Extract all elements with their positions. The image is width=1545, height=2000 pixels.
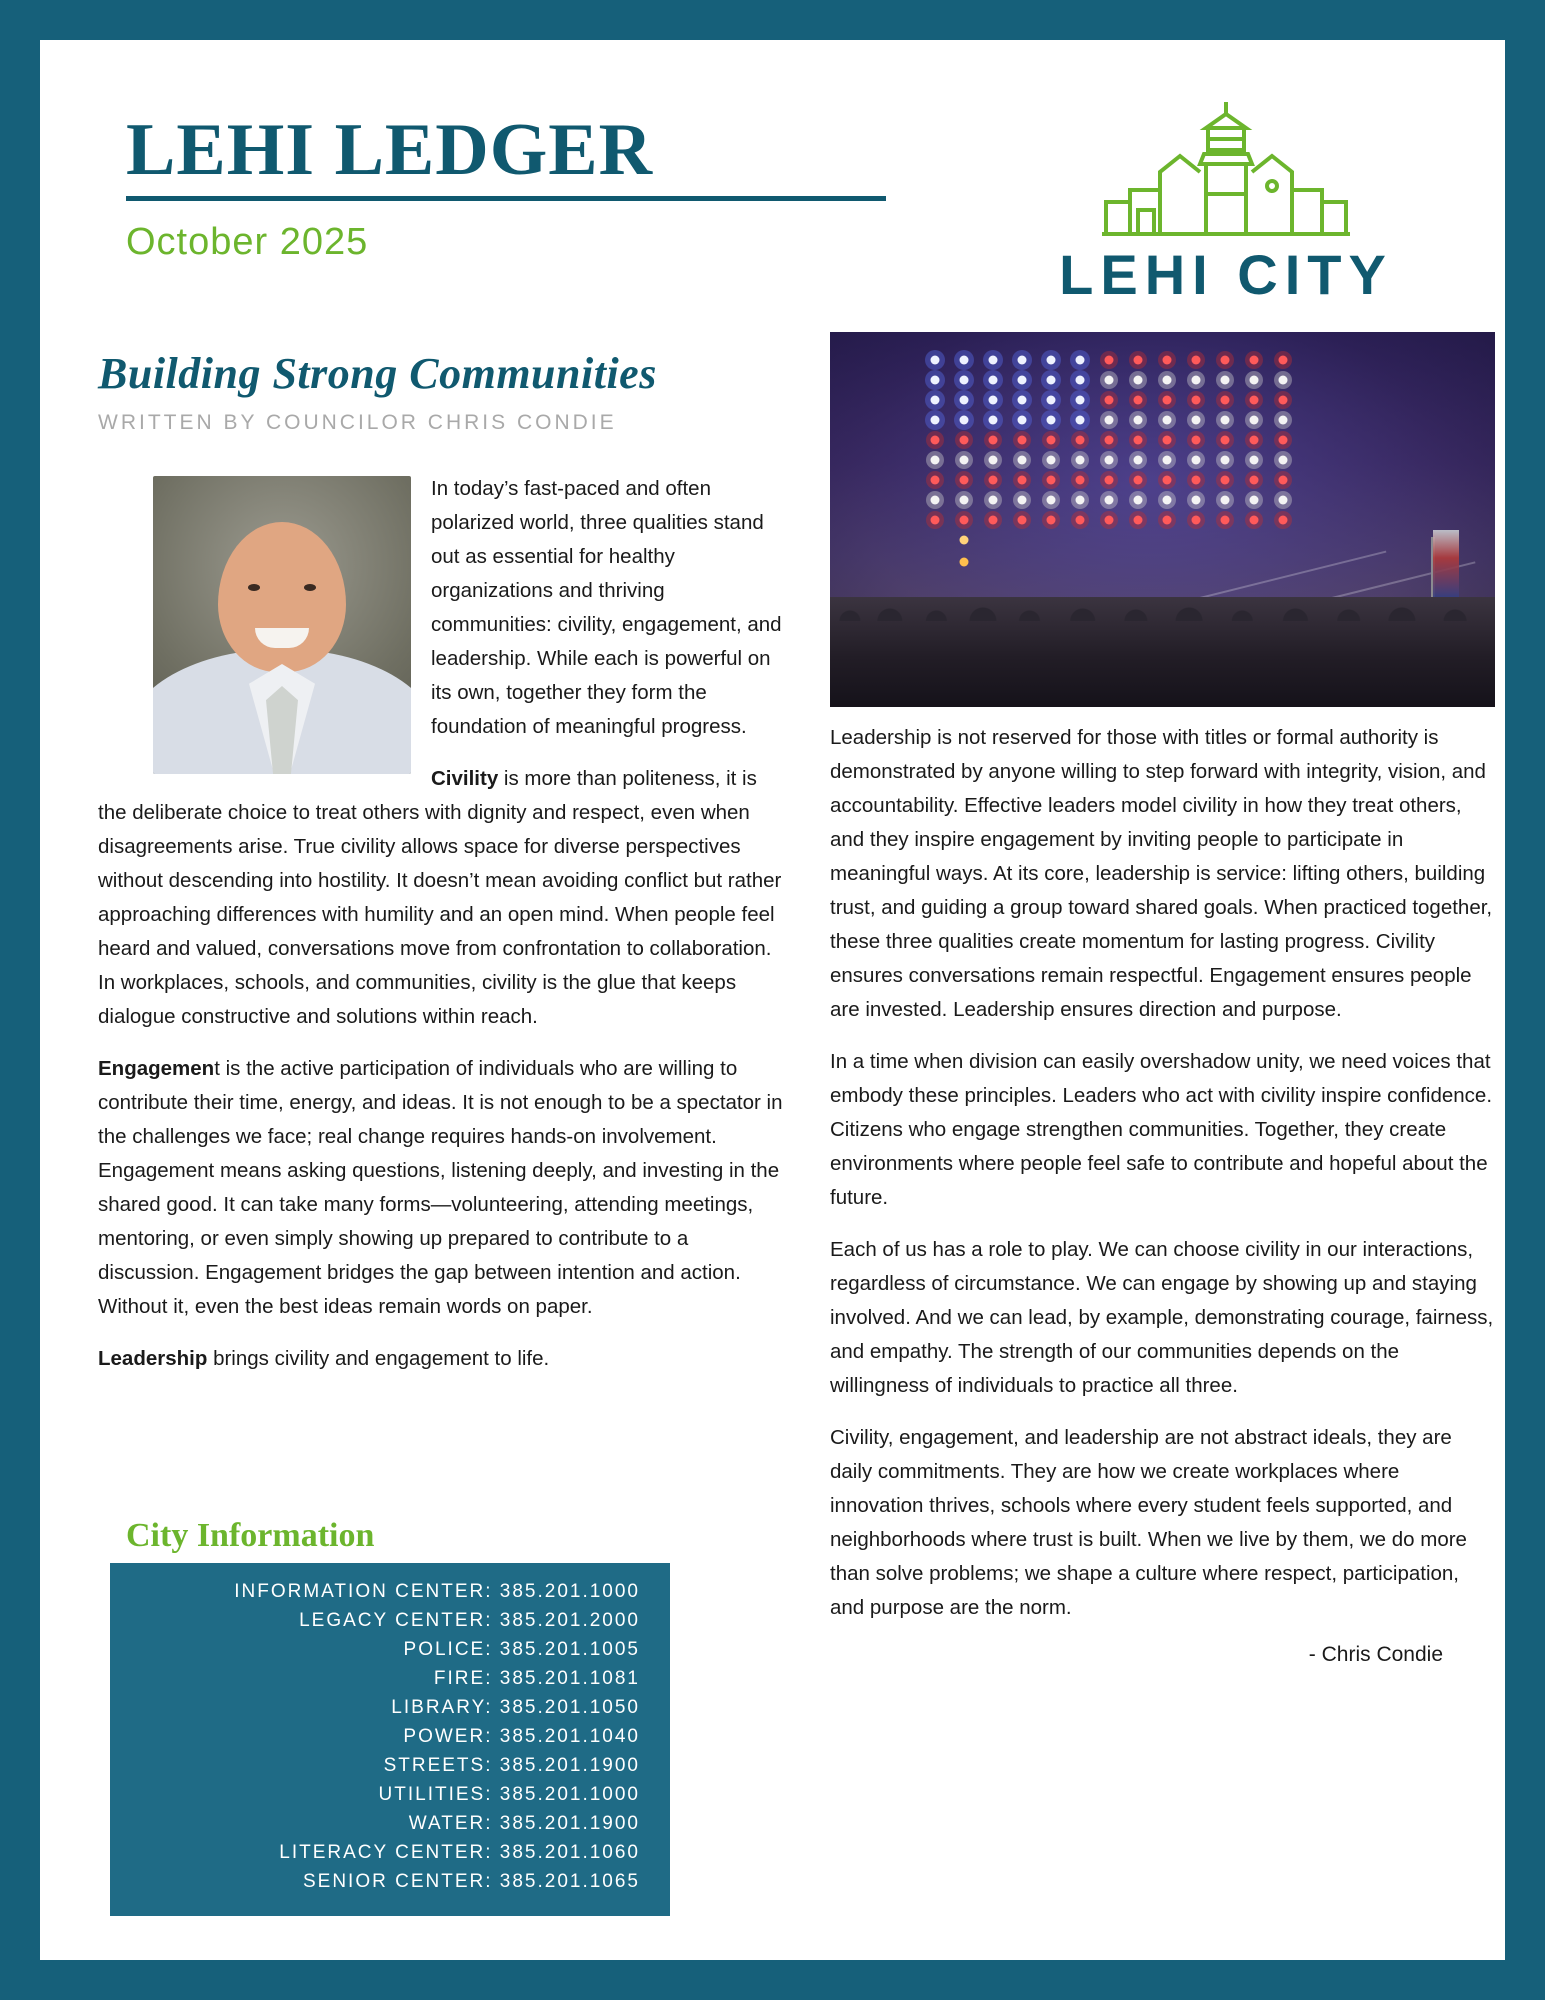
lead-in-leadership: Leadership [98, 1347, 208, 1370]
paragraph-engagement-text: t is the active participation of individuals who are willing to contribute their time, energy, and ideas. It is not enough to be a spectator in the challenges we face; real change requires hands-on involvement. Engagement means asking questions, listening deeply, and investing in the shared good. It can take many forms—volunteering, attending meetings, mentoring, or even simply showing up prepared to contribute to a discussion. Engagement bridges the gap between intention and action. Without it, even the best ideas remain words on paper. [98, 1057, 783, 1318]
paragraph-civility [98, 762, 788, 1034]
city-contact-row: LEGACY CENTER: 385.201.2000 [299, 1610, 640, 1631]
lighthouse-skyline-icon [1016, 98, 1436, 238]
city-contact-row: INFORMATION CENTER: 385.201.1000 [234, 1581, 640, 1602]
masthead [90, 62, 1460, 306]
right-column [830, 332, 1495, 1667]
paragraph-engagement [98, 1052, 788, 1324]
city-contact-row: POLICE: 385.201.1005 [403, 1639, 640, 1660]
city-information-title: City Information [126, 1517, 375, 1554]
title-divider [126, 196, 886, 201]
right-paragraph-1: Leadership is not reserved for those with titles or formal authority is demonstrated by anyone willing to step forward with integrity, vision, and accountability. Effective leaders model civility in how they treat others, and they inspire engagement by inviting people to participate in meaningful ways. At its core, leadership is service: lifting others, building trust, and guiding a group toward shared goals. When practiced together, these three qualities create momentum for lasting progress. Civility ensures conversations remain respectful. Engagement ensures people are invested. Leadership ensures direction and purpose. [830, 726, 1493, 1021]
newsletter-page [40, 40, 1505, 1960]
city-contact-row: SENIOR CENTER: 385.201.1065 [302, 1871, 640, 1892]
page-title: LEHI LEDGER [126, 109, 654, 191]
page-content [90, 62, 1494, 1960]
city-contact-row: POWER: 385.201.1040 [403, 1726, 640, 1747]
article-header [98, 348, 798, 435]
paragraph-civility-text: is more than politeness, it is the deliberate choice to treat others with dignity and respect, even when disagreements arise. True civility allows space for diverse perspectives without descending into hostility. It doesn’t mean avoiding conflict but rather approaching differences with humility and an open mind. When people feel heard and valued, conversations move from confrontation to collaboration. In workplaces, schools, and communities, civility is the glue that keeps dialogue constructive and solutions within reach. [98, 767, 782, 1028]
city-contact-row: UTILITIES: 385.201.1000 [378, 1784, 640, 1805]
lead-in-civility: Civility [431, 767, 499, 790]
city-contact-row: WATER: 385.201.1900 [408, 1813, 640, 1834]
intro-paragraph: In today’s fast-paced and often polarized world, three qualities stand out as essential for healthy organizations and thriving communities: civility, engagement, and leadership. While each is powerful on its own, together they form the foundation of meaningful progress. [431, 477, 782, 738]
issue-date: October 2025 [126, 221, 369, 263]
city-information-section [98, 1517, 788, 1916]
article-byline: WRITTEN BY COUNCILOR CHRIS CONDIE [98, 411, 617, 434]
logo-wordmark: LEHI CITY [1059, 243, 1393, 306]
city-contact-row: LITERACY CENTER: 385.201.1060 [279, 1842, 640, 1863]
right-paragraph-3: Each of us has a role to play. We can choose civility in our interactions, regardless of circumstance. We can engage by showing up and staying involved. And we can lead, by example, demonstrating courage, fairness, and empathy. The strength of our communities depends on the willingness of individuals to practice all three. [830, 1238, 1494, 1397]
paragraph-leadership [98, 1342, 788, 1376]
lead-in-engagement: Engagemen [98, 1057, 215, 1080]
right-paragraph-2: In a time when division can easily overshadow unity, we need voices that embody these principles. Leaders who act with civility inspire confidence. Citizens who engage strengthen communities. Together, they create environments where people feel safe to contribute and hopeful about the future. [830, 1050, 1493, 1209]
city-information-box [110, 1563, 670, 1916]
author-signature: - Chris Condie [1308, 1643, 1443, 1666]
paragraph-leadership-text: brings civility and engagement to life. [207, 1347, 550, 1370]
masthead-title-block [126, 110, 926, 264]
lehi-city-logo [1016, 98, 1436, 307]
drone-flag-dots [925, 350, 1345, 570]
city-contact-row: FIRE: 385.201.1081 [433, 1668, 640, 1689]
right-paragraph-4: Civility, engagement, and leadership are not abstract ideals, they are daily commitments. They are how we create workplaces where innovation thrives, schools where every student feels supported, and neighborhoods where trust is built. When we live by them, we do more than solve problems; we shape a culture where respect, participation, and purpose are the norm. [830, 1426, 1467, 1619]
city-contact-row: LIBRARY: 385.201.1050 [391, 1697, 640, 1718]
drone-show-photo [830, 332, 1495, 707]
city-contact-row: STREETS: 385.201.1900 [383, 1755, 640, 1776]
left-column [98, 472, 788, 1394]
author-portrait [153, 476, 411, 774]
article-title: Building Strong Communities [98, 349, 657, 398]
